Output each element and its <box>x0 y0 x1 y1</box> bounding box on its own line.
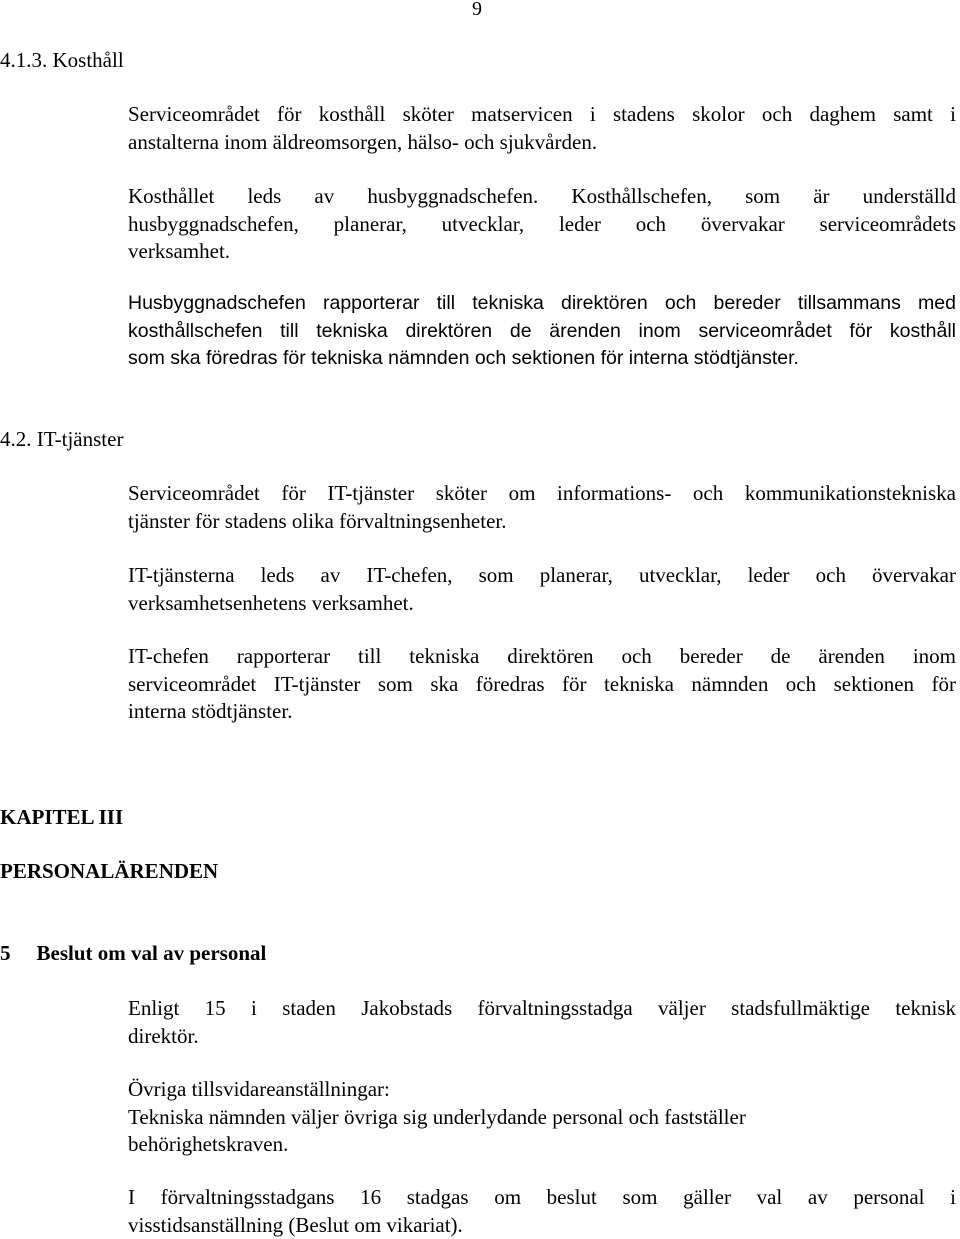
text-line: interna stödtjänster. <box>128 699 293 723</box>
paragraph-beslut-1 <box>128 995 956 1050</box>
text-line: Enligt 15 i staden Jakobstads förvaltningsstadga väljer stadsfullmäktige teknisk <box>128 996 956 1020</box>
section-heading-kosthall: 4.1.3. Kosthåll <box>0 48 124 72</box>
text-line: verksamhetsenhetens verksamhet. <box>128 590 414 615</box>
section-heading-beslut <box>0 941 266 966</box>
text-line: IT-chefen rapporterar till tekniska direktören och bereder de ärenden inom <box>128 644 956 668</box>
text-line: Serviceområdet för kosthåll sköter matservicen i stadens skolor och daghem samt i <box>128 102 956 126</box>
paragraph-it-1 <box>128 480 956 535</box>
text-line: behörighetskraven. <box>128 1132 289 1156</box>
paragraph-beslut-3 <box>128 1184 956 1239</box>
text-line: serviceområdet IT-tjänster som ska föredras för tekniska nämnden och sektionen för <box>128 671 956 696</box>
text-line: visstidsanställning (Beslut om vikariat). <box>128 1212 463 1237</box>
page-number: 9 <box>472 0 482 20</box>
paragraph-it-2 <box>128 562 956 617</box>
text-line: anstalterna inom äldreomsorgen, hälso- och sjukvården. <box>128 129 598 154</box>
text-line: tjänster för stadens olika förvaltningsenheter. <box>128 508 507 533</box>
section-heading-it-tjanster: 4.2. IT-tjänster <box>0 427 124 451</box>
section-number: 5 <box>0 941 11 965</box>
text-line: Serviceområdet för IT-tjänster sköter om informations- och kommunikationstekniska <box>128 481 956 505</box>
paragraph-kosthall-3 <box>128 290 956 373</box>
text-line: som ska föredras för tekniska nämnden och sektionen för interna stödtjänster. <box>128 347 799 369</box>
paragraph-it-3 <box>128 643 956 726</box>
chapter-title: KAPITEL III <box>0 805 124 829</box>
text-line: verksamhet. <box>128 239 231 263</box>
section-title: Beslut om val av personal <box>36 941 267 965</box>
text-line: IT-tjänsterna leds av IT-chefen, som planerar, utvecklar, leder och övervakar <box>128 563 956 587</box>
paragraph-kosthall-1 <box>128 101 956 156</box>
text-line: I förvaltningsstadgans 16 stadgas om beslut som gäller val av personal i <box>128 1185 956 1209</box>
text-line: Övriga tillsvidareanställningar: <box>128 1077 390 1101</box>
text-line: Husbyggnadschefen rapporterar till tekniska direktören och bereder tillsammans med <box>128 292 956 314</box>
chapter-subtitle: PERSONALÄRENDEN <box>0 859 219 883</box>
paragraph-kosthall-2 <box>128 183 956 266</box>
text-line: Kosthållet leds av husbyggnadschefen. Kosthållschefen, som är underställd <box>128 184 956 208</box>
text-line: kosthållschefen till tekniska direktören de ärenden inom serviceområdet för kosthåll <box>128 319 956 342</box>
text-line: husbyggnadschefen, planerar, utvecklar, leder och övervakar serviceområdets <box>128 211 956 236</box>
text-line: direktör. <box>128 1023 199 1048</box>
text-line: Tekniska nämnden väljer övriga sig underlydande personal och fastställer <box>128 1104 746 1129</box>
paragraph-beslut-2 <box>128 1076 746 1159</box>
